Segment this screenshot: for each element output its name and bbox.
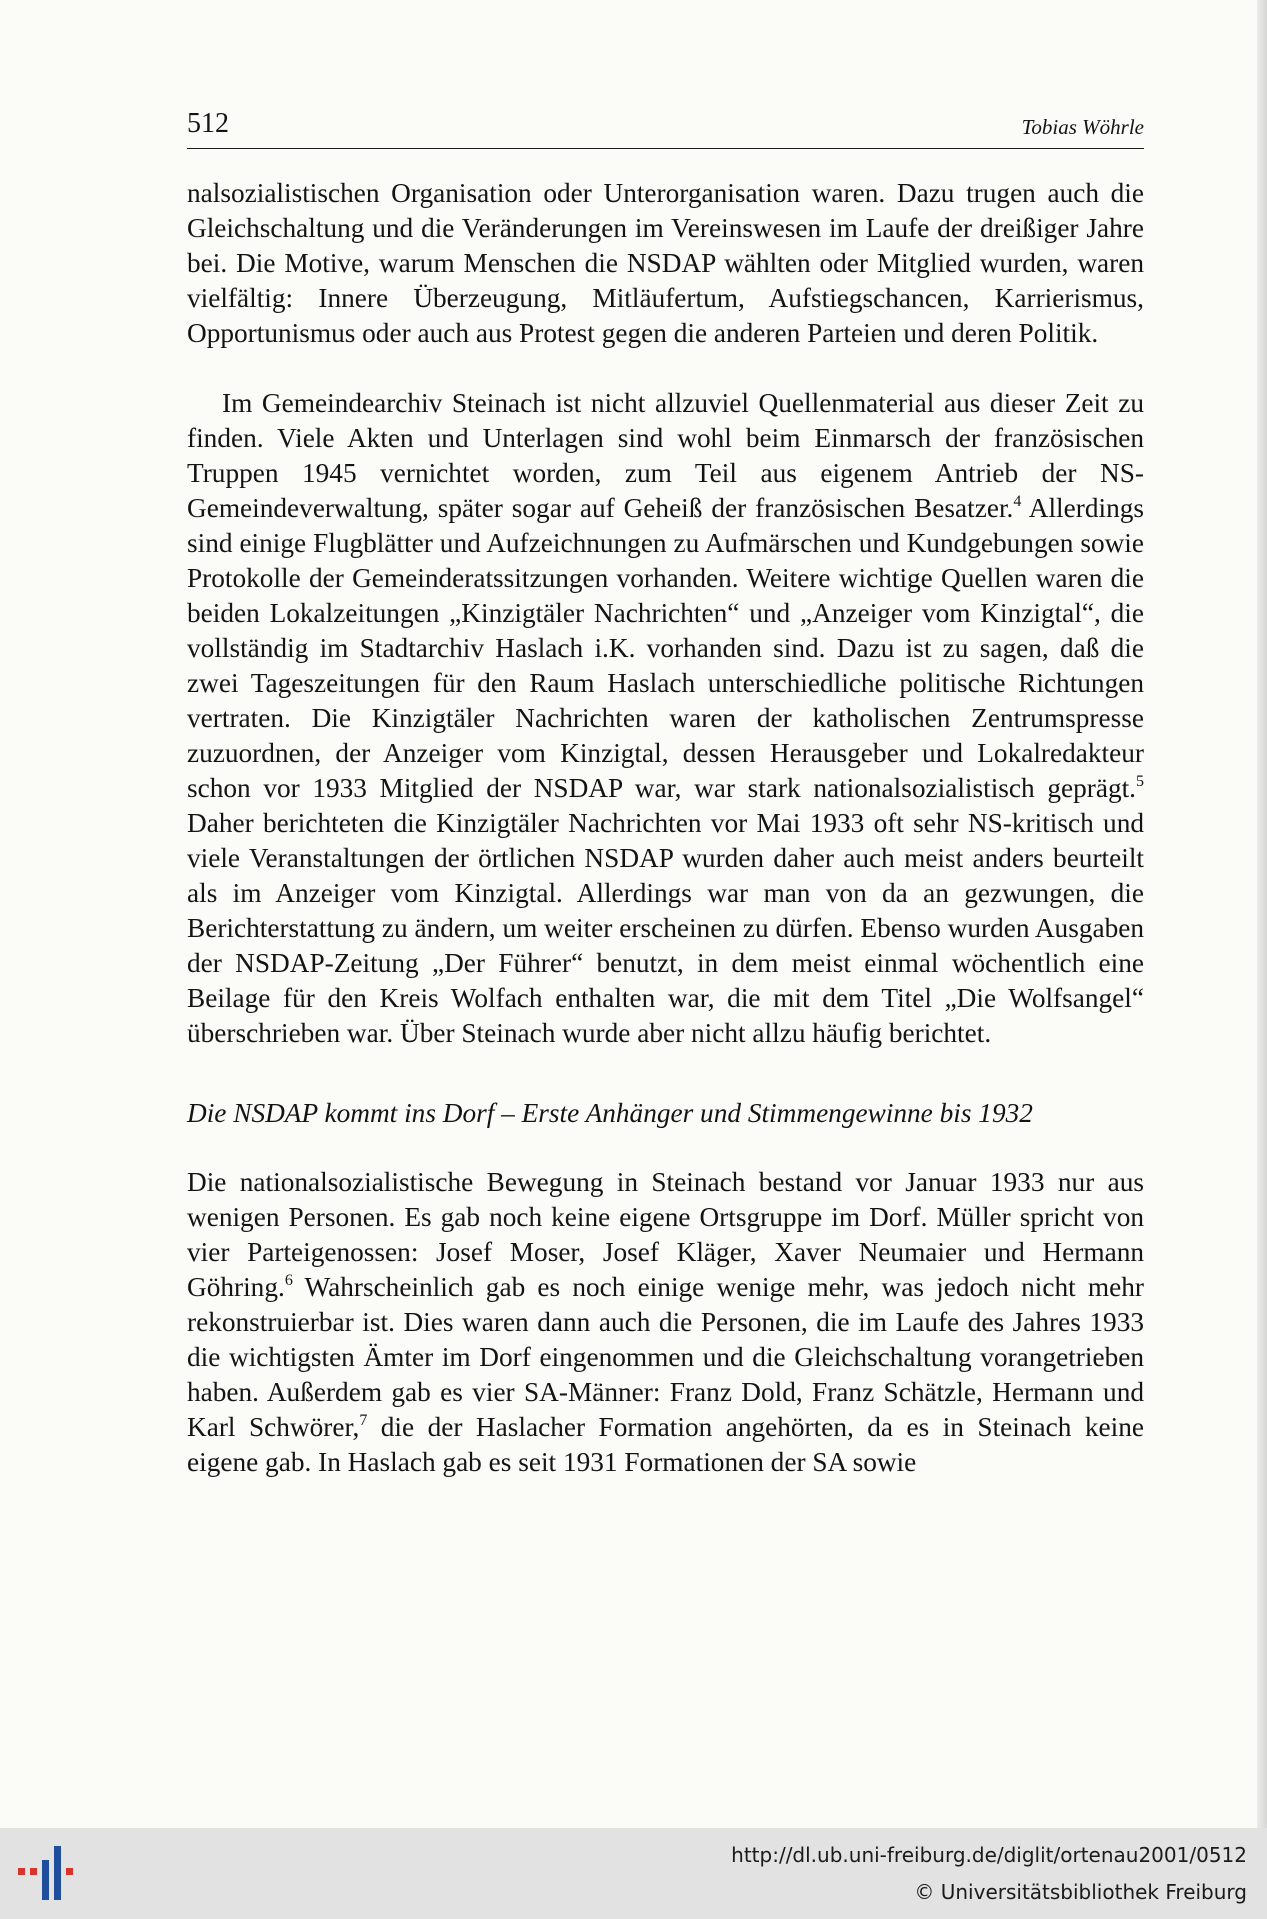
page-number: 512 bbox=[187, 108, 229, 139]
heading-gap bbox=[187, 1130, 1144, 1165]
footer-url-link[interactable]: http://dl.ub.uni-freiburg.de/diglit/ortenau2001/0512 bbox=[731, 1843, 1247, 1867]
paragraph-3-text-c: die der Haslacher Formation angehörten, da es in Steinach keine eigene gab. In Haslach gab es seit 1931 Formationen der SA sowie bbox=[187, 1412, 1144, 1477]
ub-freiburg-logo-icon[interactable] bbox=[14, 1838, 84, 1908]
page-edge-shadow bbox=[1257, 0, 1267, 1828]
footnote-ref-5[interactable]: 5 bbox=[1136, 773, 1144, 790]
section-heading: Die NSDAP kommt ins Dorf – Erste Anhänger und Stimmengewinne bis 1932 bbox=[187, 1098, 1033, 1128]
paragraph-gap bbox=[187, 351, 1144, 386]
running-head-author: Tobias Wöhrle bbox=[1021, 115, 1144, 139]
paragraph-1: nalsozialistischen Organisation oder Unterorganisation waren. Dazu trugen auch die Gleichschaltung und die Veränderungen im Vereinswesen im Laufe der dreißiger Jahre bei. Die Motive, warum Menschen die NSDAP wählten oder Mitglied wurden, waren vielfältig: Innere Überzeugung, Mitläufertum, Aufstiegschancen, Karrierismus, Opportunismus oder auch aus Protest gegen die anderen Parteien und deren Politik. bbox=[187, 178, 1144, 348]
paragraph-3-text-b: Wahrscheinlich gab es noch einige wenige mehr, was jedoch nicht mehr rekonstruierbar ist. Dies waren dann auch die Personen, die im Laufe des Jahres 1933 die wichtigsten Ämter im Dorf eingenommen und die Gleichschaltung vorangetrieben haben. Außerdem gab es vier SA-Männer: Franz Dold, Franz Schätzle, Hermann und Karl Schwörer, bbox=[187, 1272, 1144, 1442]
footnote-ref-6[interactable]: 6 bbox=[284, 1272, 293, 1289]
footnote-ref-7[interactable]: 7 bbox=[359, 1412, 368, 1429]
footer-copyright: © Universitätsbibliothek Freiburg bbox=[914, 1880, 1247, 1904]
paragraph-3-text-a: Die nationalsozialistische Bewegung in Steinach bestand vor Januar 1933 nur aus wenigen Personen. Es gab noch keine eigene Ortsgruppe im Dorf. Müller spricht von vier Parteigenossen: Josef Moser, Josef Kläger, Xaver Neumaier und Hermann Göhring. bbox=[187, 1167, 1144, 1302]
page-header bbox=[187, 104, 1144, 149]
paragraph-2-text-a: Im Gemeindearchiv Steinach ist nicht allzuviel Quellenmaterial aus dieser Zeit zu finden. Viele Akten und Unterlagen sind wohl beim Einmarsch der französischen Truppen 1945 vernichtet worden, zum Teil aus eigenem Antrieb der NS-Gemeindeverwaltung, später sogar auf Geheiß der französischen Besatzer. bbox=[187, 388, 1144, 523]
paragraph-2-text-c: Daher berichteten die Kinzigtäler Nachrichten vor Mai 1933 oft sehr NS-kritisch und viele Veranstaltungen der örtlichen NSDAP wurden daher auch meist anders beurteilt als im Anzeiger vom Kinzigtal. Allerdings war man von da an gezwungen, die Berichterstattung zu ändern, um weiter erscheinen zu dürfen. Ebenso wurden Ausgaben der NSDAP-Zeitung „Der Führer“ benutzt, in dem meist einmal wöchentlich eine Beilage für den Kreis Wolfach enthalten war, die mit dem Titel „Die Wolfsangel“ überschrieben war. Über Steinach wurde aber nicht allzu häufig berichtet. bbox=[187, 808, 1144, 1048]
section-gap bbox=[187, 1051, 1144, 1097]
footnote-ref-4[interactable]: 4 bbox=[1013, 493, 1022, 510]
paragraph-3 bbox=[187, 1165, 1144, 1480]
body-text bbox=[187, 176, 1144, 1480]
paragraph-2-text-b: Allerdings sind einige Flugblätter und Aufzeichnungen zu Aufmärschen und Kundgebungen sowie Protokolle der Gemeinderatssitzungen vorhanden. Weitere wichtige Quellen waren die beiden Lokalzeitungen „Kinzigtäler Nachrichten“ und „Anzeiger vom Kinzigtal“, die vollständig im Stadtarchiv Haslach i.K. vorhanden sind. Dazu ist zu sagen, daß die zwei Tageszeitungen für den Raum Haslach unterschiedliche politische Richtungen vertraten. Die Kinzigtäler Nachrichten waren der katholischen Zentrumspresse zuzuordnen, der Anzeiger vom Kinzigtal, dessen Herausgeber und Lokalredakteur schon vor 1933 Mitglied der NSDAP war, war stark nationalsozialistisch geprägt. bbox=[187, 493, 1145, 803]
paragraph-2 bbox=[187, 386, 1144, 1051]
